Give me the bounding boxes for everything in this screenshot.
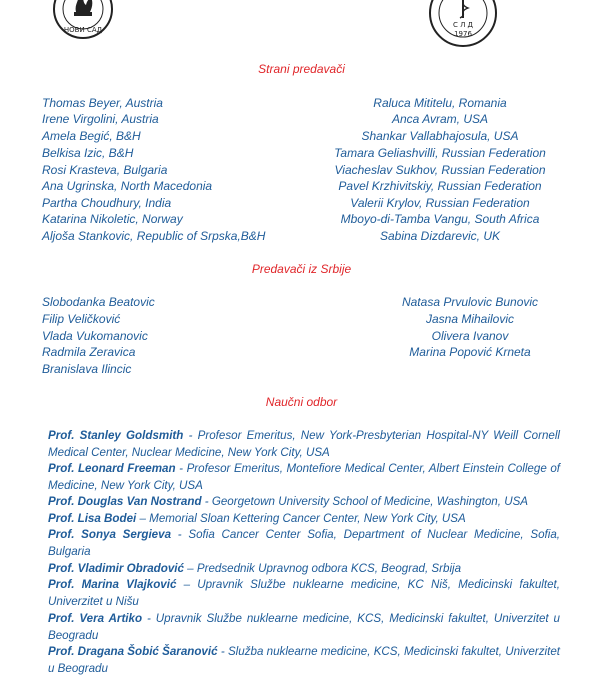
serbian-lecturer: Filip Veličković bbox=[42, 312, 121, 326]
right-logo-text: С Л Д bbox=[452, 21, 474, 29]
foreign-lecturer: Viacheslav Sukhov, Russian Federation bbox=[334, 163, 546, 177]
committee-member: Prof. Douglas Van Nostrand - Georgetown University School of Medicine, Washington, USA bbox=[48, 495, 529, 508]
committee-member-affiliation: Sofia Cancer Center Sofia, Department of Nuclear Medicine, Sofia, Bulgaria bbox=[48, 528, 560, 558]
foreign-lecturer: Anca Avram, USA bbox=[391, 112, 489, 126]
committee-member: Prof. Sonya Sergieva - Sofia Cancer Center Sofia, Department of Nuclear Medicine, Sofia, Bulgaria bbox=[48, 528, 560, 558]
committee-member: Prof. Dragana Šobić Šaranović - Služba nuklearne medicine, KCS, Medicinski fakultet, Univerzitet u Beogradu bbox=[48, 645, 560, 675]
foreign-lecturer: Rosi Krasteva, Bulgaria bbox=[42, 163, 168, 177]
serbian-lecturer: Vlada Vukomanovic bbox=[42, 329, 148, 343]
right-logo-year: 1976 bbox=[454, 30, 472, 38]
foreign-lecturer: Ana Ugrinska, North Macedonia bbox=[42, 179, 213, 193]
committee-member-affiliation: Georgetown University School of Medicine, Washington, USA bbox=[211, 495, 529, 508]
committee-member-name: Prof. Vera Artiko bbox=[48, 612, 143, 625]
left-logo-text: НОВИ САД bbox=[63, 26, 103, 34]
committee-member-name: Prof. Marina Vlajković bbox=[48, 578, 177, 591]
foreign-lecturer: Tamara Geliashvilli, Russian Federation bbox=[334, 146, 546, 160]
committee-member: Prof. Marina Vlajković – Upravnik Službe nuklearne medicine, KC Niš, Medicinski fakultet, Univerzitet u Nišu bbox=[48, 578, 560, 608]
committee-member-name: Prof. Douglas Van Nostrand bbox=[48, 495, 202, 508]
foreign-lecturer: Mboyo-di-Tamba Vangu, South Africa bbox=[340, 212, 540, 226]
committee-member-name: Prof. Dragana Šobić Šaranović bbox=[48, 645, 218, 658]
left-logo bbox=[52, 0, 114, 40]
committee-member-name: Prof. Lisa Bodei bbox=[48, 512, 137, 525]
foreign-lecturer: Irene Virgolini, Austria bbox=[42, 112, 159, 126]
foreign-lecturer: Katarina Nikoletic, Norway bbox=[42, 212, 183, 226]
serbian-lecturers-heading: Predavači iz Srbije bbox=[251, 262, 352, 276]
foreign-lecturer: Aljoša Stankovic, Republic of Srpska,B&H bbox=[42, 229, 266, 243]
committee-member-affiliation: Upravnik Službe nuklearne medicine, KC Niš, Medicinski fakultet, Univerzitet u Nišu bbox=[48, 578, 560, 608]
committee-member-affiliation: Memorial Sloan Kettering Cancer Center, New York City, USA bbox=[149, 512, 466, 525]
committee-member: Prof. Stanley Goldsmith - Profesor Emeritus, New York-Presbyterian Hospital-NY Weill Cornell Medical Center, Nuclear Medicine, New York City, USA bbox=[48, 429, 561, 459]
committee-member-name: Prof. Stanley Goldsmith bbox=[48, 429, 184, 442]
serbian-lecturer: Marina Popović Krneta bbox=[409, 345, 531, 359]
committee-member-affiliation: Profesor Emeritus, Montefiore Medical Center, Albert Einstein College of Medicine, New York City, USA bbox=[48, 462, 560, 492]
serbian-lecturer: Radmila Zeravica bbox=[42, 345, 136, 359]
committee-member-affiliation: Služba nuklearne medicine, KCS, Medicinski fakultet, Univerzitet u Beogradu bbox=[48, 645, 560, 675]
foreign-lecturer: Valerii Krylov, Russian Federation bbox=[350, 196, 530, 210]
right-logo bbox=[428, 0, 498, 48]
committee-member-name: Prof. Leonard Freeman bbox=[48, 462, 176, 475]
serbian-lecturer: Jasna Mihailovic bbox=[425, 312, 515, 326]
foreign-lecturer: Raluca Mititelu, Romania bbox=[373, 96, 507, 110]
foreign-lecturers-heading: Strani predavači bbox=[258, 62, 345, 76]
foreign-lecturer: Belkisa Izic, B&H bbox=[42, 146, 134, 160]
serbian-lecturer: Olivera Ivanov bbox=[431, 329, 509, 343]
committee-member-affiliation: Upravnik Službe nuklearne medicine, KCS, Medicinski fakultet, Univerzitet u Beogradu bbox=[48, 612, 560, 642]
committee-member-name: Prof. Sonya Sergieva bbox=[48, 528, 172, 541]
serbian-lecturer: Slobodanka Beatovic bbox=[42, 295, 155, 309]
foreign-lecturer: Partha Choudhury, India bbox=[42, 196, 172, 210]
committee-member-name: Prof. Vladimir Obradović bbox=[48, 562, 184, 575]
committee-member-affiliation: Predsednik Upravnog odbora KCS, Beograd, Srbija bbox=[196, 562, 462, 575]
scientific-committee-heading: Naučni odbor bbox=[265, 395, 338, 409]
foreign-lecturer: Thomas Beyer, Austria bbox=[42, 96, 163, 110]
committee-member: Prof. Leonard Freeman - Profesor Emeritus, Montefiore Medical Center, Albert Einstein College of Medicine, New York City, USA bbox=[48, 462, 560, 492]
foreign-lecturer: Amela Begić, B&H bbox=[42, 129, 141, 143]
committee-member: Prof. Vera Artiko - Upravnik Službe nuklearne medicine, KCS, Medicinski fakultet, Univerzitet u Beogradu bbox=[48, 612, 560, 642]
committee-member-affiliation: Profesor Emeritus, New York-Presbyterian Hospital-NY Weill Cornell Medical Center, Nuclear Medicine, New York City, USA bbox=[48, 429, 561, 459]
committee-member: Prof. Vladimir Obradović – Predsednik Upravnog odbora KCS, Beograd, Srbija bbox=[48, 562, 462, 575]
foreign-lecturer: Shankar Vallabhajosula, USA bbox=[361, 129, 519, 143]
serbian-lecturer: Natasa Prvulovic Bunovic bbox=[401, 295, 539, 309]
serbian-lecturer: Branislava Ilincic bbox=[42, 362, 132, 376]
foreign-lecturer: Pavel Krzhivitskiy, Russian Federation bbox=[338, 179, 542, 193]
committee-member: Prof. Lisa Bodei – Memorial Sloan Kettering Cancer Center, New York City, USA bbox=[48, 512, 466, 525]
foreign-lecturer: Sabina Dizdarevic, UK bbox=[379, 229, 501, 243]
